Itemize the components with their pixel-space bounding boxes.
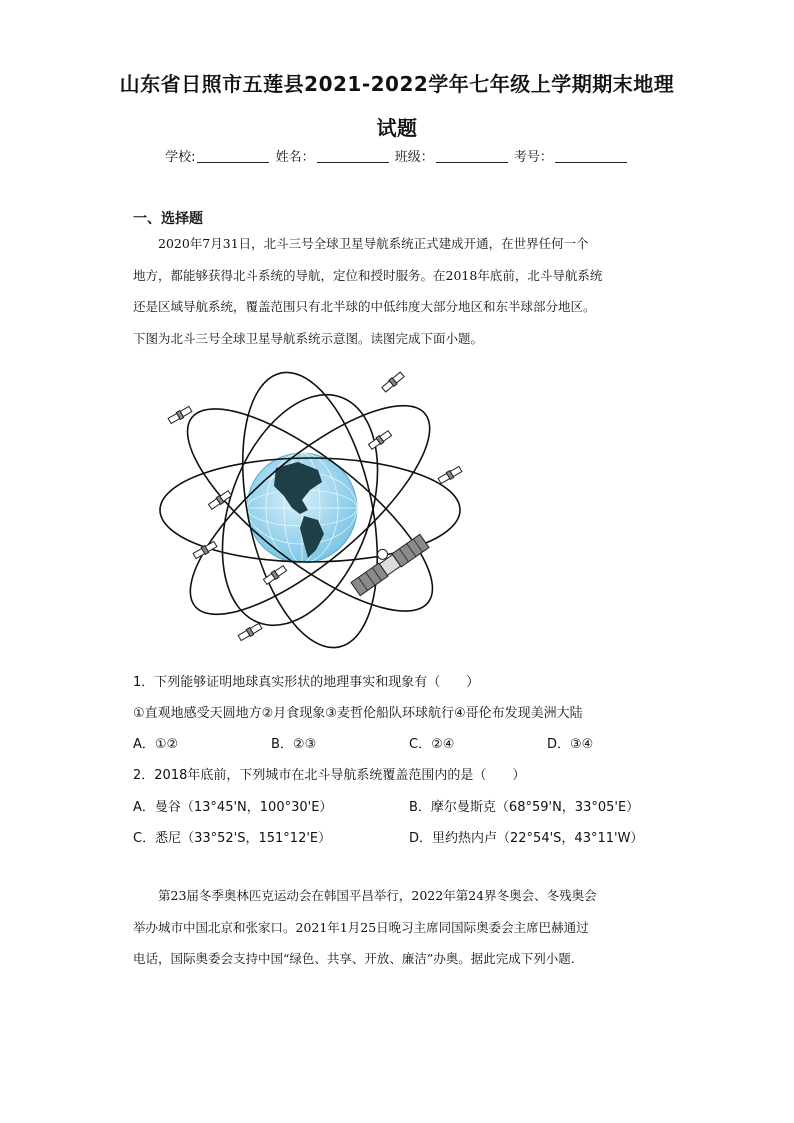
passage-1-line: 下图为北斗三号全球卫星导航系统示意图。读图完成下面小题。 xyxy=(133,330,484,346)
exam-no-label: 考号： xyxy=(513,150,553,165)
globe-icon xyxy=(247,453,357,563)
passage-1-line: 地方，都能够获得北斗系统的导航，定位和授时服务。在2018年底前，北斗导航系统 xyxy=(133,267,603,283)
document-title-line1: 山东省日照市五莲县2021-2022学年七年级上学期期末地理 xyxy=(119,72,675,96)
question-1-option-b[interactable]: B．②③ xyxy=(271,737,317,752)
passage-1 xyxy=(133,228,661,354)
question-1-option-c[interactable]: C．②④ xyxy=(409,737,455,752)
passage-2-line: 电话，国际奥委会支持中国“绿色、共享、开放、廉洁”办奥。据此完成下列小题. xyxy=(133,951,575,966)
class-blank[interactable] xyxy=(436,150,508,163)
question-1-items: ①直观地感受天圆地方②月食现象③麦哲伦船队环球航行④哥伦布发现美洲大陆 xyxy=(133,706,583,721)
section-heading: 一、选择题 xyxy=(133,211,203,227)
passage-2-line: 举办城市中国北京和张家口。2021年1月25日晚习主席同国际奥委会主席巴赫通过 xyxy=(133,919,589,935)
question-2-stem: 2．2018年底前，下列城市在北斗导航系统覆盖范围内的是（ ） xyxy=(133,768,526,783)
question-2-option-c[interactable]: C．悉尼（33°52'S，151°12'E） xyxy=(133,831,332,846)
question-2-option-d[interactable]: D．里约热内卢（22°54'S，43°11'W） xyxy=(409,831,644,846)
beidou-satellite-figure xyxy=(150,360,470,660)
document-title-line2: 试题 xyxy=(376,116,418,140)
name-label: 姓名： xyxy=(275,150,315,165)
question-1-option-d[interactable]: D．③④ xyxy=(547,737,594,752)
class-label: 班级： xyxy=(394,150,434,165)
school-label: 学校: xyxy=(165,150,196,165)
passage-1-line: 还是区域导航系统，覆盖范围只有北半球的中低纬度大部分地区和东半球部分地区。 xyxy=(133,299,596,314)
school-blank[interactable] xyxy=(197,150,269,163)
exam-no-blank[interactable] xyxy=(555,150,627,163)
question-1-stem: 1．下列能够证明地球真实形状的地理事实和现象有（ ） xyxy=(133,675,480,690)
passage-2 xyxy=(133,880,661,975)
passage-1-line: 2020年7月31日，北斗三号全球卫星导航系统正式建成开通，在世界任何一个 xyxy=(158,236,589,251)
satellite-orbit-diagram xyxy=(150,360,470,660)
name-blank[interactable] xyxy=(317,150,389,163)
question-2-option-a[interactable]: A．曼谷（13°45'N，100°30'E） xyxy=(133,800,333,815)
passage-2-line: 第23届冬季奥林匹克运动会在韩国平昌举行，2022年第24界冬奥会、冬残奥会 xyxy=(158,888,597,903)
student-info-row xyxy=(0,146,794,165)
question-2-option-b[interactable]: B．摩尔曼斯克（68°59'N，33°05'E） xyxy=(409,800,640,815)
question-1-option-a[interactable]: A．①② xyxy=(133,737,179,752)
